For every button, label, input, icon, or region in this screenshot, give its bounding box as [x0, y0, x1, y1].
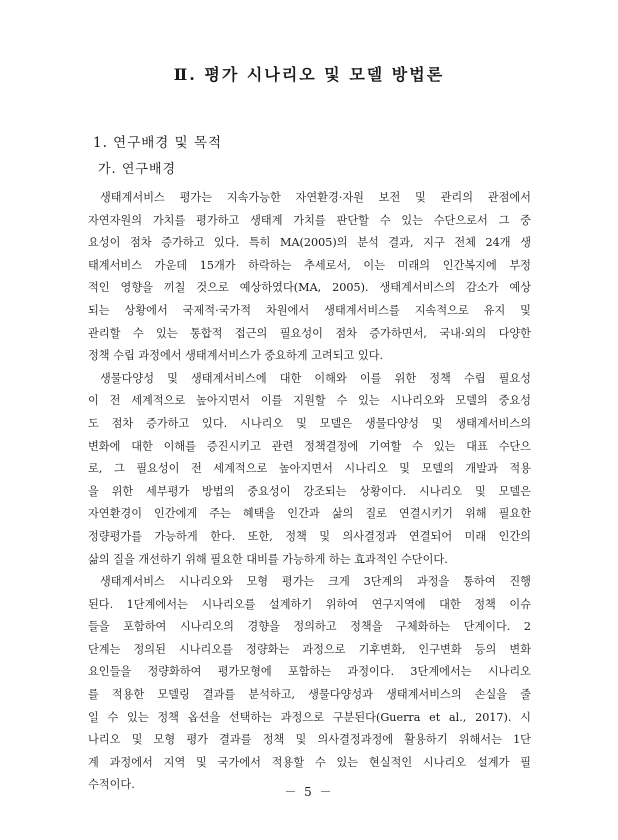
paragraph-line: 수적이다.: [88, 778, 135, 792]
section-heading: 1. 연구배경 및 목적: [93, 135, 223, 151]
paragraph-line: 나리오 및 모형 평가 결과를 정책 및 의사결정과정에 활용하기 위해서는 1단: [88, 733, 531, 747]
page-number: － 5 －: [284, 785, 334, 799]
paragraph-line: 도 점차 증가하고 있다. 시나리오 및 모델은 생물다양성 및 생태계서비스의: [88, 416, 531, 430]
paragraph-line: 생태계서비스 시나리오와 모형 평가는 크게 3단계의 과정을 통하여 진행: [100, 575, 531, 589]
paragraph-line: 삶의 질을 개선하기 위해 필요한 대비를 가능하게 하는 효과적인 수단이다.: [88, 552, 448, 566]
chapter-title: Ⅱ. 평가 시나리오 및 모델 방법론: [173, 65, 445, 84]
paragraph-line: 태계서비스 가운데 15개가 하락하는 추세로서, 이는 미래의 인간복지에 부정: [88, 258, 531, 272]
paragraph-line: 생태계서비스 평가는 지속가능한 자연환경·자원 보전 및 관리의 관점에서: [100, 191, 531, 204]
paragraph-line: 관리할 수 있는 통합적 접근의 필요성이 점차 증가하면서, 국내·외의 다양한: [88, 326, 531, 340]
paragraph-line: 들을 포함하여 시나리오의 경향을 정의하고 정책을 구체화하는 단계이다. 2: [88, 620, 531, 634]
paragraph-line: 를 적용한 모델링 결과를 분석하고, 생물다양성과 생태계서비스의 손실을 줄: [88, 688, 531, 702]
paragraph: [88, 368, 531, 571]
paragraph-line: 이 전 세계적으로 높아지면서 이를 지원할 수 있는 시나리오와 모델의 중요성: [88, 394, 531, 408]
paragraph-line: 정량평가를 가능하게 한다. 또한, 정책 및 의사결정과 연결되어 미래 인간의: [88, 529, 531, 543]
paragraph-line: 로, 그 필요성이 전 세계적으로 높아지면서 시나리오 및 모델의 개발과 적용: [88, 462, 531, 476]
paragraph-line: 단계는 정의된 시나리오를 정량화는 과정으로 기후변화, 인구변화 등의 변화: [88, 642, 531, 656]
paragraph-line: 된다. 1단계에서는 시나리오를 설계하기 위하여 연구지역에 대한 정책 이슈: [88, 597, 531, 611]
paragraph-line: 자연환경이 인간에게 주는 혜택을 인간과 삶의 질로 연결시키기 위해 필요한: [88, 507, 531, 521]
paragraph-line: 요성이 점차 증가하고 있다. 특히 MA(2005)의 분석 결과, 지구 전체 24개 생: [88, 236, 531, 250]
subsection-heading: 가. 연구배경: [98, 162, 177, 177]
paragraph-line: 생물다양성 및 생태계서비스에 대한 이해와 이를 위한 정책 수립 필요성: [100, 371, 531, 385]
body-text: [88, 187, 531, 797]
paragraph-line: 을 위한 세부평가 방법의 중요성이 강조되는 상황이다. 시나리오 및 모델은: [88, 484, 531, 498]
paragraph-line: 정책 수립 과정에서 생태계서비스가 중요하게 고려되고 있다.: [88, 349, 384, 363]
paragraph-line: 계 과정에서 지역 및 국가에서 적용할 수 있는 현실적인 시나리오 설계가 필: [88, 755, 531, 769]
paragraph: [88, 187, 531, 368]
paragraph-line: 요인들을 정량화하여 평가모형에 포함하는 과정이다. 3단계에서는 시나리오: [88, 665, 531, 679]
paragraph-line: 자연자원의 가치를 평가하고 생태계 가치를 판단할 수 있는 수단으로서 그 중: [88, 213, 531, 227]
paragraph-line: 일 수 있는 정책 옵션을 선택하는 과정으로 구분된다(Guerra et al., 2017). 시: [88, 710, 531, 724]
paragraph-line: 적인 영향을 끼칠 것으로 예상하였다(MA, 2005). 생태계서비스의 감소가 예상: [88, 281, 531, 295]
paragraph: [88, 571, 531, 797]
paragraph-line: 변화에 대한 이해를 증진시키고 관련 정책결정에 기여할 수 있는 대표 수단으: [88, 439, 531, 453]
paragraph-line: 되는 상황에서 국제적·국가적 차원에서 생태계서비스를 지속적으로 유지 및: [88, 303, 531, 317]
